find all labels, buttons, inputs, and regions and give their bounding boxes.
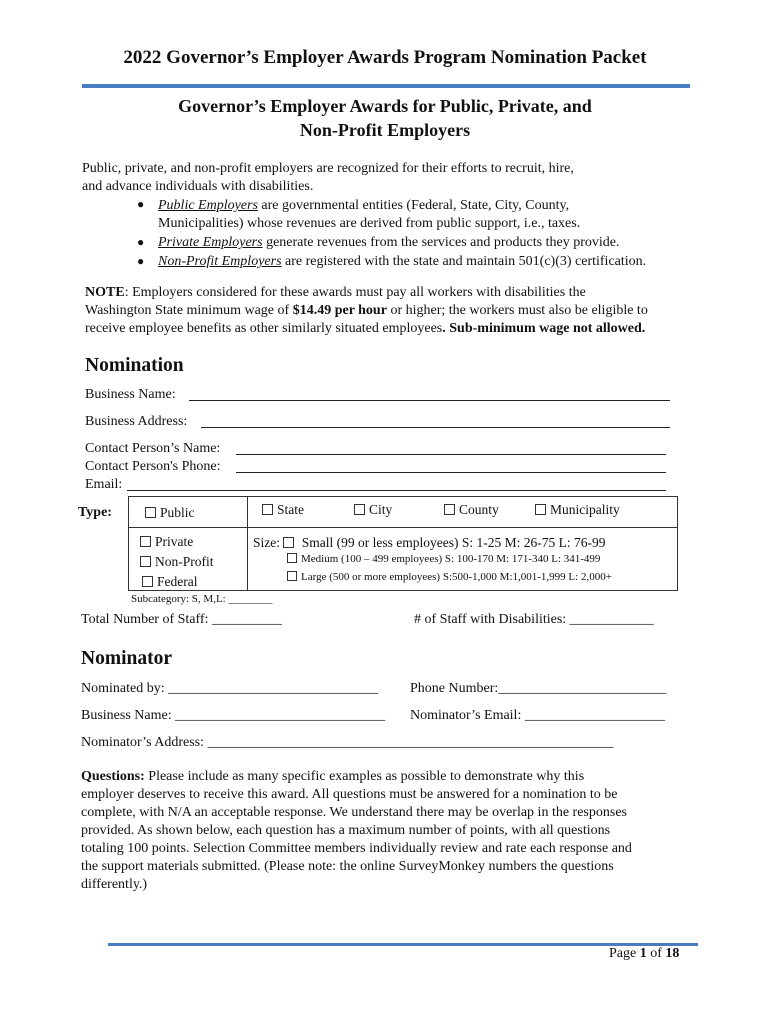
checkbox-federal[interactable] — [142, 576, 153, 587]
questions-line5: totaling 100 points. Selection Committee members individually review and rate each response and — [81, 841, 632, 856]
total-staff-field[interactable]: Total Number of Staff: __________ — [81, 612, 282, 627]
checkbox-county[interactable] — [444, 504, 455, 515]
nominator-heading: Nominator — [81, 648, 172, 669]
term-public-employers: Public Employers — [158, 198, 258, 213]
contact-phone-field[interactable] — [236, 472, 666, 473]
nominated-by-field[interactable]: Nominated by: ______________________________ — [81, 681, 379, 696]
nominator-phone-field[interactable]: Phone Number:________________________ — [410, 681, 667, 696]
size-large-option[interactable]: Large (500 or more employees) S:500-1,000 M:1,001-1,999 L: 2,000+ — [287, 571, 612, 583]
type-table-row-divider — [128, 527, 678, 528]
contact-name-label: Contact Person’s Name: — [85, 441, 221, 456]
contact-name-field[interactable] — [236, 454, 666, 455]
checkbox-public[interactable] — [145, 507, 156, 518]
bullet-public-cont: Municipalities) whose revenues are derived from public support, i.e., taxes. — [158, 216, 581, 231]
questions-line3: complete, with N/A an acceptable response. We understand there may be overlap in the responses — [81, 805, 627, 820]
page-number: Page 1 of 18 — [609, 946, 680, 961]
minimum-wage: $14.49 per hour — [292, 303, 387, 318]
nominator-address-field[interactable]: Nominator’s Address: __________________________________________________________ — [81, 735, 614, 750]
intro-heading-line1: Governor’s Employer Awards for Public, Private, and — [178, 96, 592, 116]
questions-line7: differently.) — [81, 877, 148, 892]
size-small-option[interactable]: Size: Small (99 or less employees) S: 1-25 M: 26-75 L: 76-99 — [253, 535, 606, 550]
type-public-option[interactable]: Public — [145, 504, 195, 522]
questions-line6: the support materials submitted. (Please note: the online SurveyMonkey numbers the questions — [81, 859, 614, 874]
intro-para-line1: Public, private, and non-profit employers are recognized for their efforts to recruit, hire, — [82, 161, 574, 176]
intro-para-line2: and advance individuals with disabilities. — [82, 179, 314, 194]
business-address-label: Business Address: — [85, 414, 188, 429]
questions-line4: provided. As shown below, each question has a maximum number of points, with all questions — [81, 823, 611, 838]
gov-state-option[interactable]: State — [262, 501, 304, 519]
subcategory-field[interactable]: Subcategory: S, M,L: ________ — [131, 593, 273, 605]
gov-city-option[interactable]: City — [354, 501, 392, 519]
bullet-icon: ● — [137, 254, 145, 268]
nomination-heading: Nomination — [85, 355, 184, 376]
nominator-business-field[interactable]: Business Name: ______________________________ — [81, 708, 386, 723]
checkbox-state[interactable] — [262, 504, 273, 515]
document-title: 2022 Governor’s Employer Awards Program Nomination Packet — [123, 47, 647, 68]
bullet-icon: ● — [137, 235, 145, 249]
business-name-label: Business Name: — [85, 387, 176, 402]
type-nonprofit-option[interactable]: Non-Profit — [140, 553, 214, 571]
questions-line1: Questions: Please include as many specific examples as possible to demonstrate why this — [81, 769, 585, 784]
type-label: Type: — [78, 505, 112, 520]
type-table-divider — [247, 496, 248, 591]
contact-phone-label: Contact Person's Phone: — [85, 459, 221, 474]
email-label: Email: — [85, 477, 123, 492]
type-private-option[interactable]: Private — [140, 533, 193, 551]
note-line1: NOTE: Employers considered for these awards must pay all workers with disabilities the — [85, 285, 586, 300]
business-address-field[interactable] — [201, 427, 670, 428]
checkbox-nonprofit[interactable] — [140, 556, 151, 567]
bullet-private: Private Employers generate revenues from the services and products they provide. — [158, 235, 620, 250]
email-field[interactable] — [127, 490, 666, 491]
note-line2: Washington State minimum wage of $14.49 per hour or higher; the workers must also be eligible to — [85, 303, 648, 318]
questions-line2: employer deserves to receive this award. All questions must be answered for a nomination to be — [81, 787, 618, 802]
type-federal-option[interactable]: Federal — [142, 573, 197, 591]
checkbox-private[interactable] — [140, 536, 151, 547]
checkbox-size-large[interactable] — [287, 571, 297, 581]
staff-disabilities-field[interactable]: # of Staff with Disabilities: ____________ — [414, 612, 654, 627]
term-nonprofit-employers: Non-Profit Employers — [158, 254, 282, 269]
checkbox-municipality[interactable] — [535, 504, 546, 515]
term-private-employers: Private Employers — [158, 235, 263, 250]
bullet-nonprofit: Non-Profit Employers are registered with the state and maintain 501(c)(3) certification. — [158, 254, 647, 269]
nominator-email-field[interactable]: Nominator’s Email: ____________________ — [410, 708, 665, 723]
bullet-icon: ● — [137, 197, 145, 211]
gov-county-option[interactable]: County — [444, 501, 499, 519]
size-medium-option[interactable]: Medium (100 – 499 employees) S: 100-170 M: 171-340 L: 341-499 — [287, 553, 600, 565]
intro-heading-line2: Non-Profit Employers — [299, 120, 471, 140]
checkbox-size-small[interactable] — [283, 537, 294, 548]
checkbox-size-medium[interactable] — [287, 553, 297, 563]
checkbox-city[interactable] — [354, 504, 365, 515]
gov-municipality-option[interactable]: Municipality — [535, 501, 620, 519]
note-line3: receive employee benefits as other similarly situated employees. Sub-minimum wage not allowed. — [85, 321, 646, 336]
bullet-public: Public Employers are governmental entities (Federal, State, City, County, — [158, 198, 570, 213]
business-name-field[interactable] — [189, 400, 670, 401]
header-rule — [82, 84, 690, 88]
